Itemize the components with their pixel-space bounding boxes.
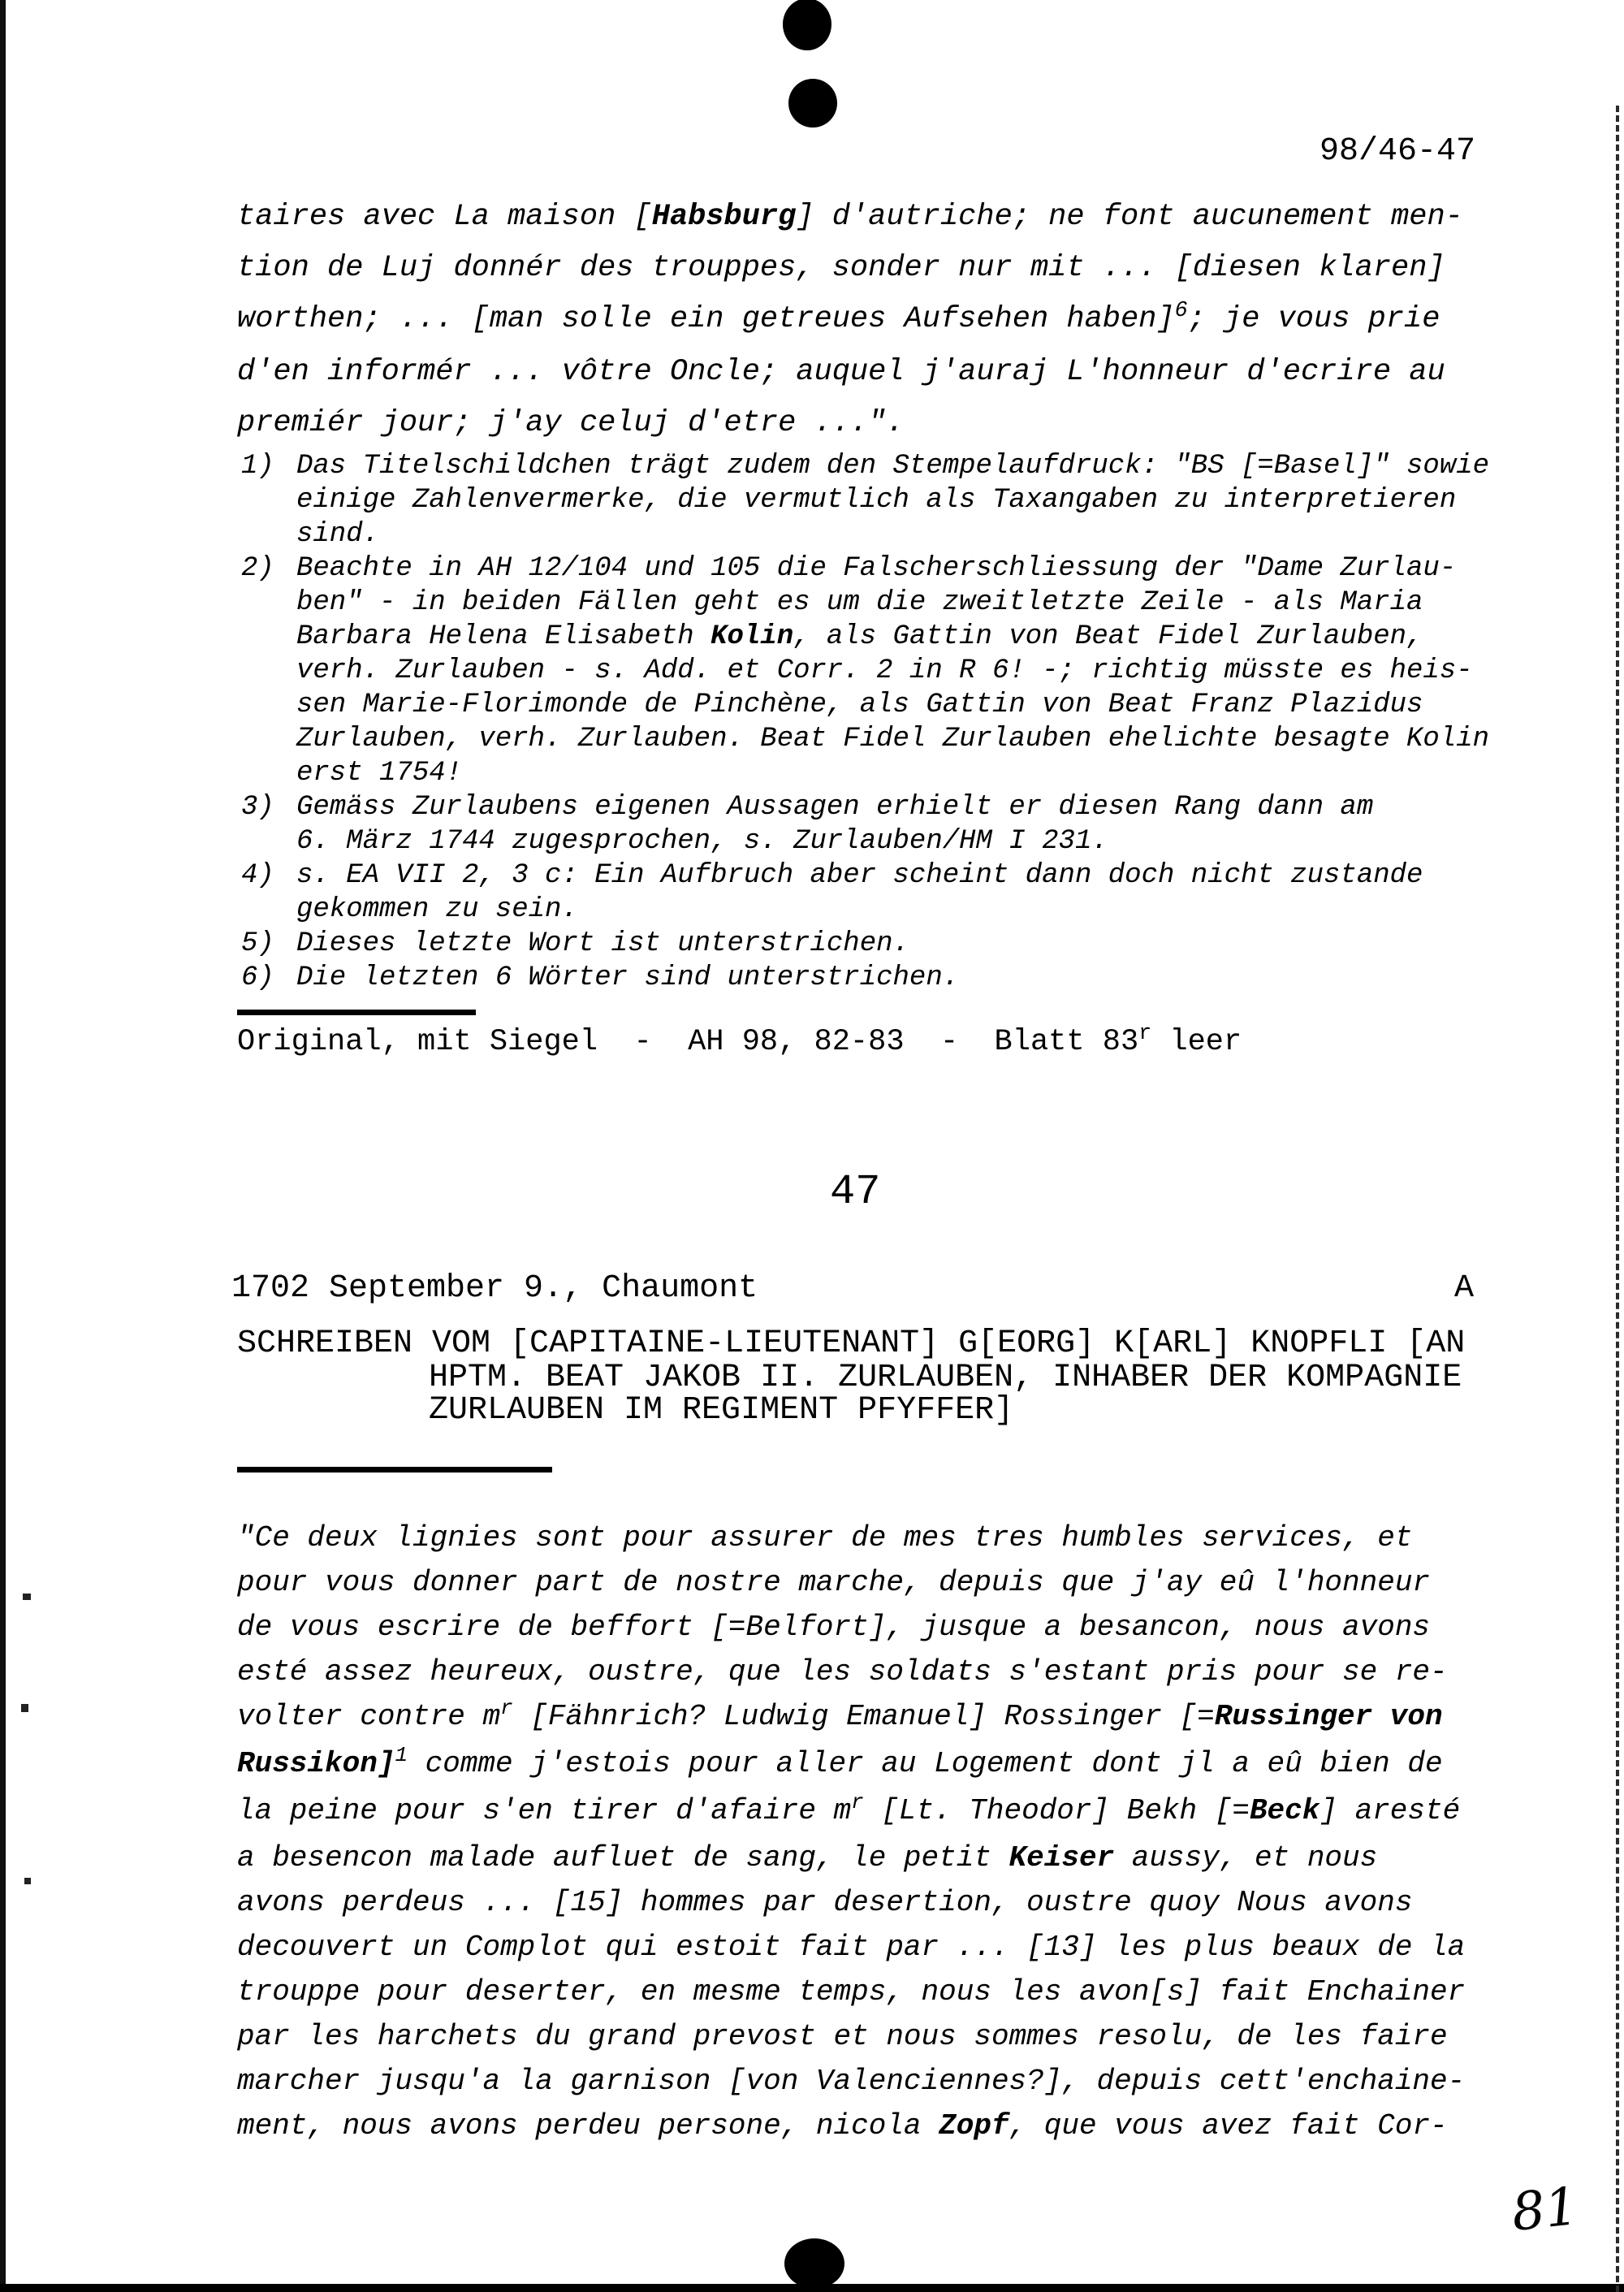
text-line [237, 2014, 1465, 2059]
text-line [237, 1605, 1465, 1650]
footnote-line [241, 483, 1489, 517]
footnote-marker: 4) [241, 860, 274, 891]
text-segment: d'en informér ... vôtre Oncle; auquel j'auraj L'honneur d'ecrire au [237, 355, 1445, 389]
bold-text: Beck [1249, 1794, 1320, 1827]
bold-text: Habsburg [651, 200, 797, 234]
text-line [237, 1925, 1465, 1970]
footnote-marker: 5) [241, 928, 274, 959]
text-segment: aussy, et nous [1114, 1841, 1378, 1875]
superscript: 6 [1174, 297, 1188, 322]
text-segment: ment, nous avons perdeu persone, nicola [237, 2109, 939, 2143]
text-segment: premiér jour; j'ay celuj d'etre ...". [237, 406, 905, 440]
text-segment: leer [1151, 1025, 1242, 1059]
bottom-dot [784, 2238, 844, 2289]
letter-body-paragraph [237, 1516, 1465, 2148]
reference-line [237, 1020, 1242, 1061]
footnote-line [241, 654, 1489, 688]
text-segment: tion de Luj donnér des trouppes, sonder nur mit ... [diesen klaren] [237, 251, 1445, 285]
text-line [237, 1650, 1465, 1694]
text-segment: einige Zahlenvermerke, die vermutlich als Taxangaben zu interpretieren [296, 485, 1457, 516]
text-segment: sen Marie-Florimonde de Pinchène, als Gattin von Beat Franz Plazidus [296, 690, 1423, 720]
bold-text: Zopf [939, 2109, 1009, 2143]
text-segment: par les harchets du grand prevost et nous sommes resolu, de les faire [237, 2020, 1448, 2053]
top-dot-1 [783, 0, 831, 50]
footnote-marker: 2) [241, 553, 274, 584]
text-segment: a besencon malade aufluet de sang, le petit [237, 1841, 1009, 1875]
entry-heading-line-3: ZURLAUBEN IM REGIMENT PFYFFER] [429, 1392, 1014, 1429]
heading-separator-rule [237, 1467, 552, 1473]
text-line [237, 1694, 1465, 1741]
text-segment: Beachte in AH 12/104 und 105 die Falscherschliessung der "Dame Zurlau- [296, 553, 1457, 584]
text-line [237, 398, 1463, 449]
footnote-line [241, 517, 1489, 551]
bold-text: Kolin [710, 621, 794, 652]
footnotes-block [241, 449, 1489, 995]
footnote-line [241, 858, 1489, 893]
text-segment: Original, mit Siegel - AH 98, 82-83 - Blatt 83 [237, 1025, 1139, 1059]
text-line [237, 243, 1463, 294]
footnote-line [241, 586, 1489, 620]
text-segment: la peine pour s'en tirer d'afaire m [237, 1794, 852, 1827]
entry-corner-letter: A [1454, 1270, 1475, 1307]
text-segment: pour vous donner part de nostre marche, depuis que j'ay eû l'honneur [237, 1566, 1431, 1599]
text-segment: Das Titelschildchen trägt zudem den Stempelaufdruck: "BS [=Basel]" sowie [296, 451, 1490, 482]
footnote-marker: 6) [241, 962, 274, 993]
footnote-separator-rule [237, 1010, 476, 1015]
page-header-number: 98/46-47 [1320, 133, 1476, 170]
text-segment: erst 1754! [296, 758, 463, 789]
text-line [237, 2059, 1465, 2104]
text-segment: Gemäss Zurlaubens eigenen Aussagen erhielt er diesen Rang dann am [296, 792, 1374, 823]
footnote-line [241, 620, 1489, 654]
superscript: r [500, 1696, 513, 1721]
text-segment: avons perdeus ... [15] hommes par desertion, oustre quoy Nous avons [237, 1886, 1413, 1919]
footnote-line [241, 688, 1489, 722]
text-segment: Die letzten 6 Wörter sind unterstrichen. [296, 962, 960, 993]
text-segment: marcher jusqu'a la garnison [von Valenciennes?], depuis cett'enchaine- [237, 2065, 1466, 2098]
text-line [237, 1560, 1465, 1605]
footnote-line [241, 790, 1489, 824]
text-line [237, 1741, 1465, 1788]
text-segment: esté assez heureux, oustre, que les soldats s'estant pris pour se re- [237, 1655, 1448, 1689]
text-segment: [Lt. Theodor] Bekh [= [863, 1794, 1250, 1827]
footnote-marker: 1) [241, 451, 274, 482]
text-segment: Zurlauben, verh. Zurlauben. Beat Fidel Zurlauben ehelichte besagte Kolin [296, 724, 1490, 755]
text-segment: ; je vous prie [1187, 302, 1440, 336]
text-segment: decouvert un Complot qui estoit fait par ... [13] les plus beaux de la [237, 1931, 1466, 1964]
bold-text: Russinger von [1214, 1700, 1443, 1733]
text-line [237, 1836, 1465, 1880]
text-segment: Dieses letzte Wort ist unterstrichen. [296, 928, 909, 959]
text-segment: sind. [296, 519, 380, 550]
text-segment: volter contre m [237, 1700, 501, 1733]
text-line [237, 1880, 1465, 1925]
footnote-line [241, 551, 1489, 586]
left-scan-border [0, 0, 6, 2292]
superscript: r [851, 1790, 864, 1815]
text-segment: gekommen zu sein. [296, 894, 578, 925]
text-segment: trouppe pour deserter, en mesme temps, nous les avon[s] fait Enchainer [237, 1975, 1466, 2009]
entry-date-line: 1702 September 9., Chaumont [231, 1270, 758, 1307]
text-line [237, 192, 1463, 243]
scan-speck [24, 1878, 31, 1884]
footnote-line [241, 722, 1489, 756]
footnote-line [241, 449, 1489, 483]
handwritten-folio-number: 81 [1509, 2176, 1582, 2244]
text-segment: , que vous avez fait Cor- [1009, 2109, 1448, 2143]
text-segment: [Fähnrich? Ludwig Emanuel] Rossinger [= [512, 1700, 1215, 1733]
text-segment: , als Gattin von Beat Fidel Zurlauben, [793, 621, 1423, 652]
footnote-line [241, 824, 1489, 858]
footnote-line [241, 927, 1489, 961]
scan-speck [23, 1594, 31, 1600]
text-line [237, 294, 1463, 347]
footnote-line [241, 756, 1489, 790]
entry-heading-line-1: SCHREIBEN VOM [CAPITAINE-LIEUTENANT] G[EORG] K[ARL] KNOPFLI [AN [237, 1325, 1466, 1362]
text-segment: de vous escrire de beffort [=Belfort], jusque a besancon, nous avons [237, 1611, 1431, 1644]
scan-speck [21, 1704, 28, 1712]
top-dot-2 [788, 79, 837, 128]
text-segment: ] aresté [1320, 1794, 1461, 1827]
entry-heading-line-2: HPTM. BEAT JAKOB II. ZURLAUBEN, INHABER DER KOMPAGNIE [429, 1360, 1462, 1396]
footnote-line [241, 893, 1489, 927]
quote-paragraph [237, 192, 1463, 449]
text-line [237, 347, 1463, 398]
superscript: r [1138, 1020, 1152, 1045]
superscript: 1 [395, 1743, 408, 1768]
text-segment: 6. März 1744 zugesprochen, s. Zurlauben/HM I 231. [296, 826, 1108, 857]
bold-text: Keiser [1009, 1841, 1115, 1875]
text-segment: Barbara Helena Elisabeth [296, 621, 711, 652]
entry-number: 47 [830, 1168, 881, 1216]
text-line [237, 2104, 1465, 2148]
right-scan-border [1616, 106, 1619, 2292]
text-segment: ben" - in beiden Fällen geht es um die zweitletzte Zeile - als Maria [296, 587, 1423, 618]
text-line [237, 1788, 1465, 1836]
text-segment: s. EA VII 2, 3 c: Ein Aufbruch aber scheint dann doch nicht zustande [296, 860, 1423, 891]
text-segment: "Ce deux lignies sont pour assurer de mes tres humbles services, et [237, 1521, 1413, 1555]
text-segment: comme j'estois pour aller au Logement dont jl a eû bien de [407, 1747, 1443, 1780]
footnote-marker: 3) [241, 792, 274, 823]
text-segment: verh. Zurlauben - s. Add. et Corr. 2 in R 6! -; richtig müsste es heis- [296, 655, 1473, 686]
bold-text: Russikon] [237, 1747, 395, 1780]
text-line [237, 1020, 1242, 1061]
text-segment: worthen; ... [man solle ein getreues Aufsehen haben] [237, 302, 1175, 336]
text-segment: ] d'autriche; ne font aucunement men- [796, 200, 1463, 234]
text-segment: taires avec La maison [ [237, 200, 652, 234]
footnote-line [241, 961, 1489, 995]
text-line [237, 1516, 1465, 1560]
text-line [237, 1970, 1465, 2014]
